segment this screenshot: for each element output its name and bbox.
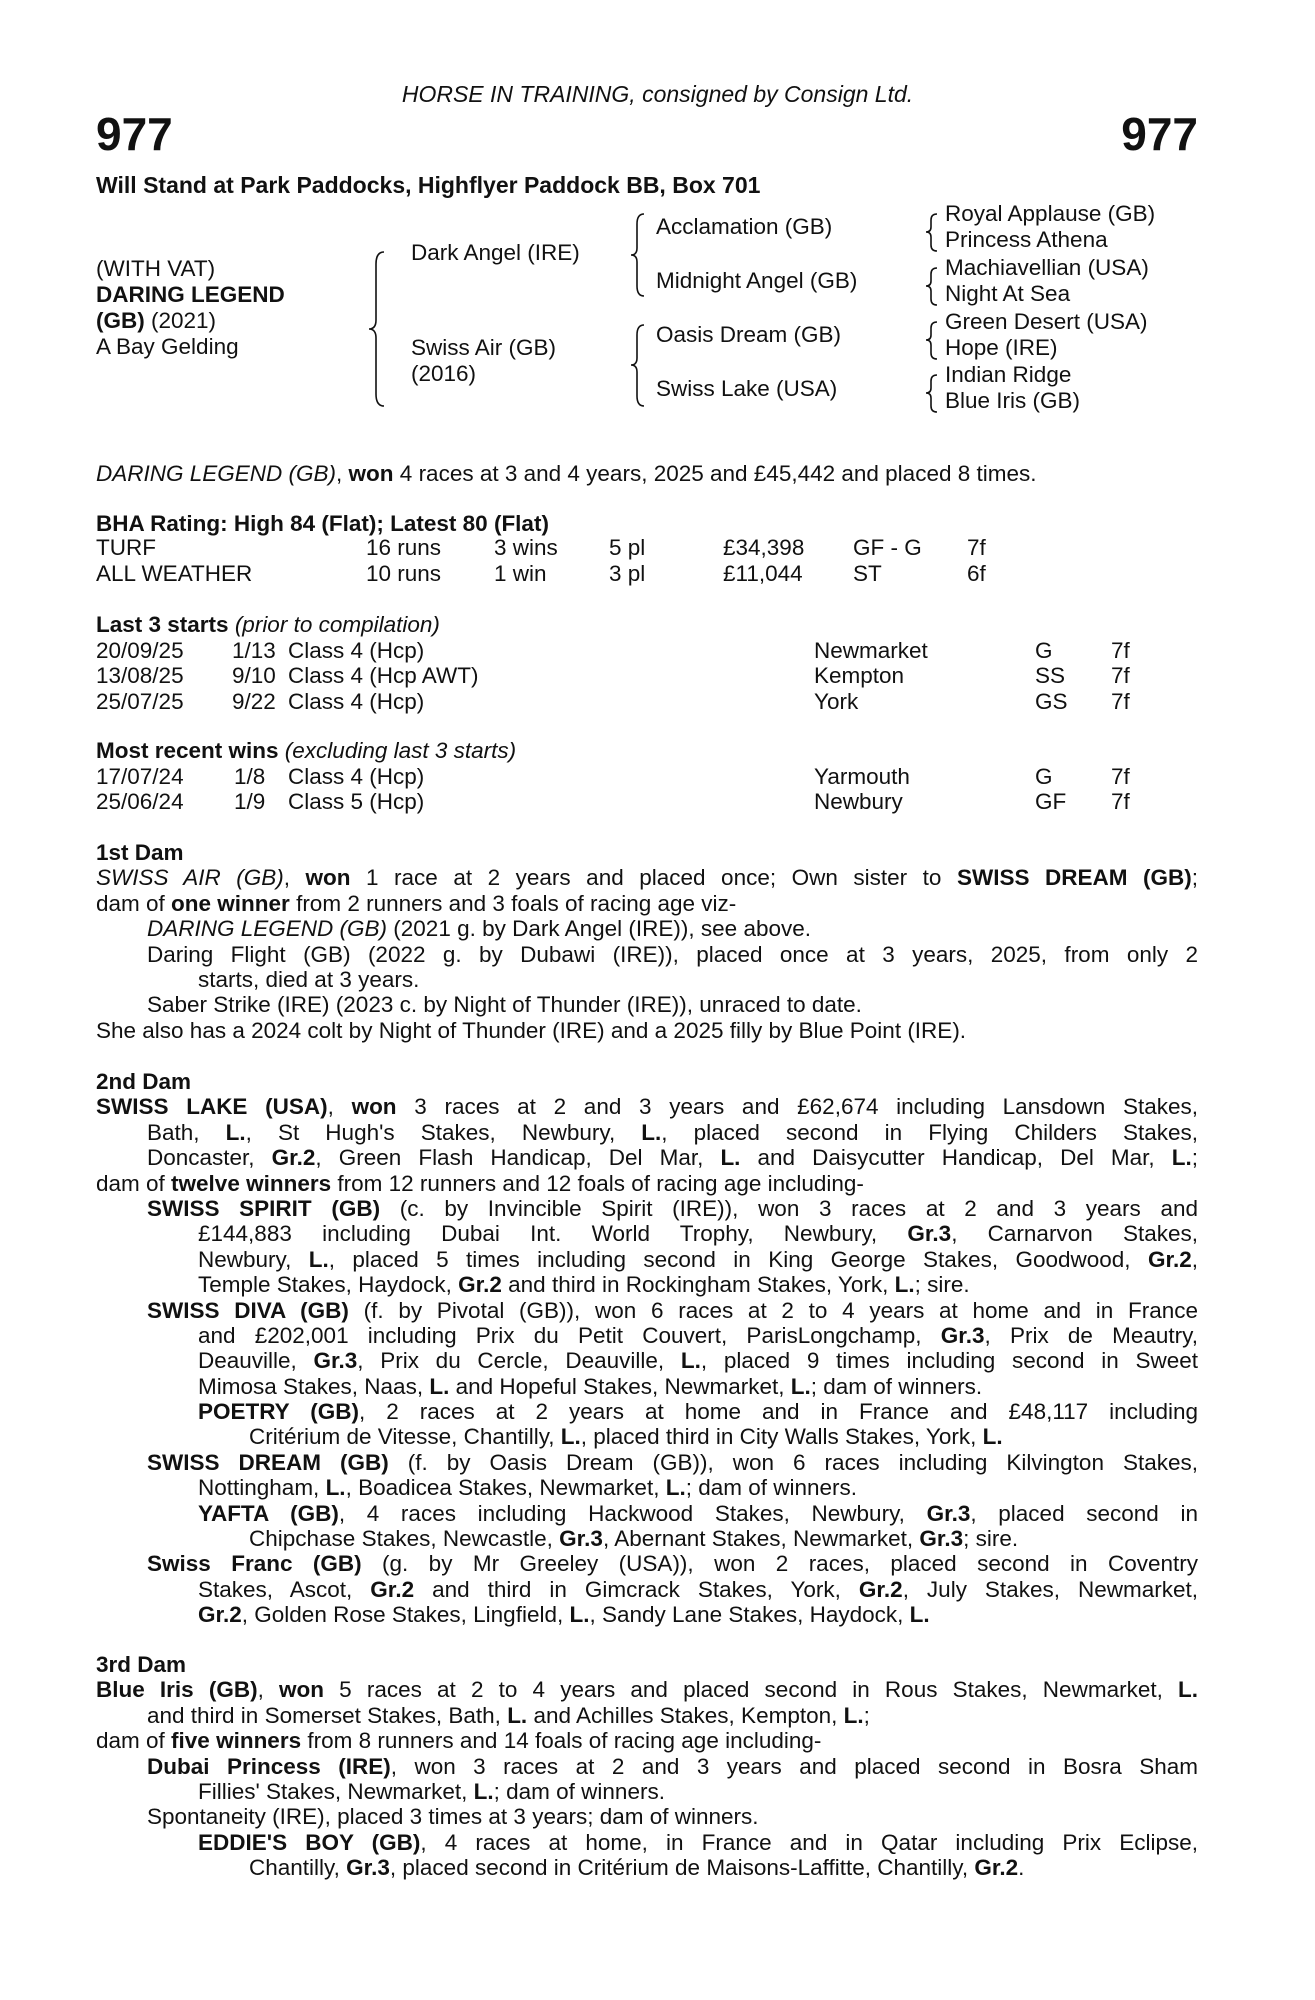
text: , 4 races at home, in France and in Qatar including Prix Eclipse,	[420, 1829, 1198, 1855]
distance: 7f	[967, 535, 986, 560]
bold-text: L.	[325, 1475, 346, 1501]
text: Fillies' Stakes, Newmarket,	[198, 1778, 474, 1804]
bold-text: L.	[641, 1119, 662, 1145]
bold-text: Swiss Franc (GB)	[147, 1551, 362, 1577]
bold-text: L.	[507, 1702, 528, 1728]
text-line	[96, 1374, 1198, 1399]
pos-cell: 1/9	[234, 789, 266, 815]
course-cell: Kempton	[814, 663, 905, 689]
bold-text: L.	[790, 1373, 811, 1399]
text: Chantilly,	[249, 1855, 347, 1881]
horse-year: (2021)	[144, 308, 217, 333]
lot-number-right: 977	[1121, 108, 1198, 160]
bold-text: won	[305, 865, 351, 891]
earnings: £34,398	[723, 535, 805, 560]
bold-text: EDDIE'S BOY (GB)	[198, 1829, 421, 1855]
text: ,	[257, 1677, 280, 1703]
dist-cell: 7f	[1111, 663, 1130, 689]
bold-text: Gr.2	[370, 1576, 415, 1602]
third-dam-section	[96, 1652, 1198, 1881]
bold-text: YAFTA (GB)	[198, 1500, 339, 1526]
dist-cell: 7f	[1111, 688, 1130, 714]
text: , placed third in City Walls Stakes, York,	[580, 1424, 983, 1450]
text: (2021 g. by Dark Angel (IRE)), see above.	[387, 916, 811, 942]
great-grandparent: Princess Athena	[945, 227, 1108, 252]
section-body	[96, 865, 1198, 1043]
bold-text: Gr.2	[458, 1272, 502, 1298]
runs: 10 runs	[366, 561, 442, 586]
grandparent: Acclamation (GB)	[656, 214, 833, 239]
text: dam of	[96, 890, 172, 916]
bold-text: Gr.2	[271, 1145, 316, 1171]
bold-text: L.	[473, 1778, 494, 1804]
text-line	[96, 1272, 1198, 1297]
text: Nottingham,	[198, 1475, 326, 1501]
text: Newbury,	[198, 1246, 309, 1272]
text: dam of	[96, 1728, 172, 1754]
text: , 4 races including Hackwood Stakes, Newbury,	[338, 1500, 927, 1526]
placed: 5 pl	[609, 535, 646, 560]
text: ; dam of winners.	[493, 1778, 665, 1804]
course-cell: Yarmouth	[814, 764, 910, 789]
bha-rating-heading: BHA Rating: High 84 (Flat); Latest 80 (Flat)	[96, 511, 549, 536]
going-cell: G	[1035, 764, 1053, 789]
text-line	[96, 1703, 1198, 1728]
dist-cell: 7f	[1111, 789, 1130, 815]
great-grandparent: Royal Applause (GB)	[945, 201, 1156, 226]
text: and Daisycutter Handicap, Del Mar,	[740, 1145, 1172, 1171]
text-line	[96, 1348, 1198, 1373]
going-cell: G	[1035, 638, 1053, 663]
dam-year: (2016)	[411, 361, 477, 386]
italic-text: DARING LEGEND (GB)	[96, 461, 337, 486]
text: (f. by Oasis Dream (GB)), won 6 races including Kilvington Stakes,	[388, 1449, 1198, 1475]
text: ,	[1191, 1246, 1198, 1272]
text: £144,883 including Dubai Int. World Trophy, Newbury,	[198, 1221, 908, 1247]
text-line	[96, 1298, 1198, 1323]
section-heading: 2nd Dam	[96, 1069, 192, 1094]
text-line	[96, 1196, 1198, 1221]
surface: ALL WEATHER	[96, 561, 253, 586]
bold-text: L.	[225, 1119, 246, 1145]
italic-text: DARING LEGEND (GB)	[147, 916, 388, 942]
bold-text: POETRY (GB)	[198, 1399, 359, 1425]
text-line	[96, 1145, 1198, 1170]
section-body	[96, 1094, 1198, 1627]
race-cell: Class 4 (Hcp)	[288, 638, 425, 663]
text: Spontaneity (IRE), placed 3 times at 3 years; dam of winners.	[147, 1804, 759, 1830]
text: She also has a 2024 colt by Night of Thunder (IRE) and a 2025 filly by Blue Point (IRE).	[96, 1017, 967, 1043]
text: , 2 races at 2 years at home and in France and £48,117 including	[359, 1399, 1198, 1425]
pos-cell: 1/13	[232, 638, 276, 663]
text: Saber Strike (IRE) (2023 c. by Night of Thunder (IRE)), unraced to date.	[147, 992, 862, 1018]
text-line	[96, 1577, 1198, 1602]
great-grandparent: Blue Iris (GB)	[945, 388, 1081, 413]
bold-text: L.	[1178, 1677, 1198, 1703]
horse-name: DARING LEGEND	[96, 282, 285, 307]
grandparent: Swiss Lake (USA)	[656, 376, 838, 401]
vat-note: (WITH VAT)	[96, 256, 216, 281]
lot-number-left: 977	[96, 108, 173, 160]
race-summary	[96, 461, 1198, 486]
text: , St Hugh's Stakes, Newbury,	[245, 1119, 642, 1145]
text: 1 race at 2 years and placed once; Own sister to	[350, 865, 957, 891]
recent-wins-heading	[96, 738, 516, 763]
great-grandparent: Night At Sea	[945, 281, 1071, 306]
text: (f. by Pivotal (GB)), won 6 races at 2 to 4 years at home and in France	[348, 1297, 1198, 1323]
text-line	[96, 1501, 1198, 1526]
pos-cell: 9/10	[232, 663, 276, 689]
text: from 2 runners and 3 foals of racing age viz-	[289, 890, 737, 916]
text: , placed second in Flying Childers Stakes,	[661, 1119, 1198, 1145]
bold-text: won	[348, 461, 394, 486]
second-dam-section	[96, 1069, 1198, 1628]
text-line	[96, 891, 1198, 916]
dist-cell: 7f	[1111, 638, 1130, 663]
catalogue-header: HORSE IN TRAINING, consigned by Consign Ltd.	[401, 81, 914, 107]
text: (c. by Invincible Spirit (IRE)), won 3 races at 2 and 3 years and	[380, 1195, 1198, 1221]
bold-text: Dubai Princess (IRE)	[147, 1753, 391, 1779]
text: ,	[327, 1094, 352, 1120]
bold-text: Gr.3	[940, 1322, 985, 1348]
text: Daring Flight (GB) (2022 g. by Dubawi (IRE)), placed once at 3 years, 2025, from only 2	[147, 941, 1198, 967]
text-line	[96, 1754, 1198, 1779]
text: and Hopeful Stakes, Newmarket,	[449, 1373, 791, 1399]
text: and third in Rockingham Stakes, York,	[501, 1272, 895, 1298]
italic-text: SWISS AIR (GB)	[96, 865, 284, 891]
text-line	[96, 967, 1198, 992]
text: , Sandy Lane Stakes, Haydock,	[589, 1602, 910, 1628]
race-cell: Class 4 (Hcp)	[288, 764, 425, 789]
text: 3 races at 2 and 3 years and £62,674 including Lansdown Stakes,	[396, 1094, 1198, 1120]
text: ;	[863, 1702, 870, 1728]
brace-sire-line	[631, 214, 644, 296]
text: (g. by Mr Greeley (USA)), won 2 races, placed second in Coventry	[361, 1551, 1198, 1577]
wins: 1 win	[494, 561, 547, 586]
text: , Golden Rose Stakes, Lingfield,	[241, 1602, 570, 1628]
text: , Abernant Stakes, Newmarket,	[602, 1526, 920, 1552]
horse-country: (GB)	[96, 308, 145, 333]
section-body	[96, 1677, 1198, 1880]
text: Doncaster,	[147, 1145, 272, 1171]
heading-note: (excluding last 3 starts)	[278, 738, 517, 763]
bold-text: SWISS SPIRIT (GB)	[147, 1195, 381, 1221]
bold-text: L.	[308, 1246, 329, 1272]
brace-generation-1	[369, 252, 384, 406]
text-line	[96, 1221, 1198, 1246]
bold-text: Gr.3	[926, 1500, 971, 1526]
date-cell: 20/09/25	[96, 638, 184, 663]
text-line	[96, 942, 1198, 967]
section-heading: 1st Dam	[96, 840, 184, 865]
bold-text: Gr.3	[346, 1855, 390, 1881]
text: ; sire.	[963, 1526, 1019, 1552]
bold-text: twelve winners	[171, 1170, 332, 1196]
pos-cell: 1/8	[234, 764, 266, 789]
bold-text: L.	[680, 1348, 701, 1374]
text: ,	[283, 865, 306, 891]
text: and third in Somerset Stakes, Bath,	[147, 1702, 508, 1728]
bold-text: five winners	[171, 1728, 302, 1754]
text-line	[96, 1855, 1198, 1880]
text: Temple Stakes, Haydock,	[198, 1272, 459, 1298]
text: , Prix de Meautry,	[984, 1322, 1198, 1348]
text: Stakes, Ascot,	[198, 1576, 371, 1602]
great-grandparent: Hope (IRE)	[945, 335, 1058, 360]
bold-text: Gr.2	[1147, 1246, 1192, 1272]
text-line	[96, 1171, 1198, 1196]
heading-note: (prior to compilation)	[228, 612, 440, 637]
sire: Dark Angel (IRE)	[411, 240, 580, 265]
last-starts-heading	[96, 612, 440, 637]
going-cell: GF	[1035, 789, 1067, 815]
text: Mimosa Stakes, Naas,	[198, 1373, 430, 1399]
text-line	[96, 1551, 1198, 1576]
text-line	[96, 1120, 1198, 1145]
text-line	[96, 1602, 1198, 1627]
text-line	[96, 1804, 1198, 1829]
date-cell: 25/06/24	[96, 789, 184, 815]
bold-text: won	[351, 1094, 397, 1120]
grandparent: Midnight Angel (GB)	[656, 268, 858, 293]
bold-text: Gr.2	[974, 1855, 1019, 1881]
text: 5 races at 2 to 4 years and placed second in Rous Stakes, Newmarket,	[324, 1677, 1178, 1703]
stabling-location: Will Stand at Park Paddocks, Highflyer Paddock BB, Box 701	[96, 172, 761, 198]
text: , won 3 races at 2 and 3 years and placed second in Bosra Sham	[390, 1753, 1198, 1779]
text: starts, died at 3 years.	[198, 966, 420, 992]
bold-text: Gr.2	[858, 1576, 903, 1602]
bold-text: SWISS DREAM (GB)	[147, 1449, 389, 1475]
text: , placed 5 times including second in King George Stakes, Goodwood,	[328, 1246, 1148, 1272]
first-dam-section	[96, 840, 1198, 1043]
text: from 12 runners and 12 foals of racing age including-	[331, 1170, 864, 1196]
text: ;	[1191, 865, 1198, 891]
text-line	[96, 992, 1198, 1017]
course-cell: Newmarket	[814, 638, 928, 663]
text: Chipchase Stakes, Newcastle,	[249, 1526, 560, 1552]
bold-text: L.	[720, 1145, 741, 1171]
text: .	[1018, 1855, 1025, 1881]
date-cell: 25/07/25	[96, 688, 184, 714]
text-line	[96, 1247, 1198, 1272]
text: ,	[336, 461, 349, 486]
text: , Boadicea Stakes, Newmarket,	[345, 1475, 666, 1501]
course-cell: York	[814, 688, 859, 714]
text: , July Stakes, Newmarket,	[902, 1576, 1198, 1602]
text: and Achilles Stakes, Kempton,	[527, 1702, 844, 1728]
bold-text: L.	[909, 1602, 930, 1628]
runs: 16 runs	[366, 535, 442, 560]
bold-text: L.	[982, 1424, 1003, 1450]
text-line	[96, 1728, 1198, 1753]
text-line	[96, 1399, 1198, 1424]
bold-text: L.	[843, 1702, 864, 1728]
text: ; sire.	[914, 1272, 970, 1298]
bold-text: L.	[894, 1272, 915, 1298]
earnings: £11,044	[723, 561, 803, 586]
bold-text: Gr.3	[907, 1221, 952, 1247]
text: , Prix du Cercle, Deauville,	[357, 1348, 681, 1374]
dam: Swiss Air (GB)	[411, 335, 557, 360]
brace-ggp-2	[926, 268, 937, 305]
going-cell: GS	[1035, 688, 1068, 714]
heading-text: Most recent wins	[96, 738, 279, 763]
text-line	[96, 461, 1198, 486]
text: , Green Flash Handicap, Del Mar,	[315, 1145, 721, 1171]
text: , placed 9 times including second in Sweet	[700, 1348, 1198, 1374]
text: 4 races at 3 and 4 years, 2025 and £45,442 and placed 8 times.	[393, 461, 1037, 486]
text: dam of	[96, 1170, 172, 1196]
brace-ggp-3	[926, 322, 937, 359]
text-line	[96, 1779, 1198, 1804]
bold-text: Gr.3	[559, 1526, 603, 1552]
race-cell: Class 4 (Hcp)	[288, 688, 425, 714]
text: , placed second in	[970, 1500, 1198, 1526]
text-line	[96, 1424, 1198, 1449]
heading-text: Last 3 starts	[96, 612, 229, 637]
brace-dam-line	[631, 325, 644, 406]
dist-cell: 7f	[1111, 764, 1130, 789]
race-cell: Class 4 (Hcp AWT)	[288, 663, 479, 689]
text-line	[96, 1018, 1198, 1043]
race-cell: Class 5 (Hcp)	[288, 789, 425, 815]
great-grandparent: Machiavellian (USA)	[945, 255, 1149, 280]
text: from 8 runners and 14 foals of racing age including-	[301, 1728, 822, 1754]
bold-text: SWISS DIVA (GB)	[147, 1297, 349, 1323]
brace-ggp-1	[926, 214, 937, 251]
text-line	[96, 865, 1198, 890]
text: Bath,	[147, 1119, 226, 1145]
text: ; dam of winners.	[685, 1475, 858, 1501]
bold-text: Blue Iris (GB)	[96, 1677, 258, 1703]
horse-origin	[96, 308, 216, 333]
bold-text: L.	[1171, 1145, 1192, 1171]
text-line	[96, 1475, 1198, 1500]
bold-text: SWISS DREAM (GB)	[956, 865, 1192, 891]
great-grandparent: Indian Ridge	[945, 362, 1072, 387]
bold-text: L.	[560, 1424, 581, 1450]
date-cell: 13/08/25	[96, 663, 184, 689]
bold-text: L.	[665, 1475, 686, 1501]
wins: 3 wins	[494, 535, 558, 560]
bold-text: Gr.2	[198, 1602, 242, 1628]
bold-text: won	[279, 1677, 325, 1703]
text-line	[96, 916, 1198, 941]
surface: TURF	[96, 535, 156, 560]
text: and £202,001 including Prix du Petit Couvert, ParisLongchamp,	[198, 1322, 941, 1348]
text: and third in Gimcrack Stakes, York,	[414, 1576, 859, 1602]
text: , Carnarvon Stakes,	[951, 1221, 1198, 1247]
distance: 6f	[967, 561, 986, 586]
text-line	[96, 1094, 1198, 1119]
bold-text: L.	[569, 1602, 590, 1628]
text: ; dam of winners.	[810, 1373, 983, 1399]
text-line	[96, 1830, 1198, 1855]
date-cell: 17/07/24	[96, 764, 184, 789]
horse-description: A Bay Gelding	[96, 334, 239, 359]
text-line	[96, 1677, 1198, 1702]
bold-text: SWISS LAKE (USA)	[96, 1094, 328, 1120]
bold-text: Gr.3	[313, 1348, 358, 1374]
going: GF - G	[853, 535, 922, 560]
text: ;	[1191, 1145, 1198, 1171]
text-line	[96, 1450, 1198, 1475]
brace-ggp-4	[926, 375, 937, 412]
section-heading: 3rd Dam	[96, 1652, 187, 1677]
text: , placed second in Critérium de Maisons-Laffitte, Chantilly,	[389, 1855, 975, 1881]
going-cell: SS	[1035, 663, 1066, 689]
text: Critérium de Vitesse, Chantilly,	[249, 1424, 561, 1450]
great-grandparent: Green Desert (USA)	[945, 309, 1148, 334]
text: Deauville,	[198, 1348, 314, 1374]
placed: 3 pl	[609, 561, 646, 586]
bold-text: Gr.3	[919, 1526, 964, 1552]
bold-text: L.	[429, 1373, 450, 1399]
pos-cell: 9/22	[232, 688, 276, 714]
course-cell: Newbury	[814, 789, 903, 815]
text-line	[96, 1323, 1198, 1348]
going: ST	[853, 561, 882, 586]
grandparent: Oasis Dream (GB)	[656, 322, 842, 347]
bold-text: one winner	[171, 890, 290, 916]
text-line	[96, 1526, 1198, 1551]
